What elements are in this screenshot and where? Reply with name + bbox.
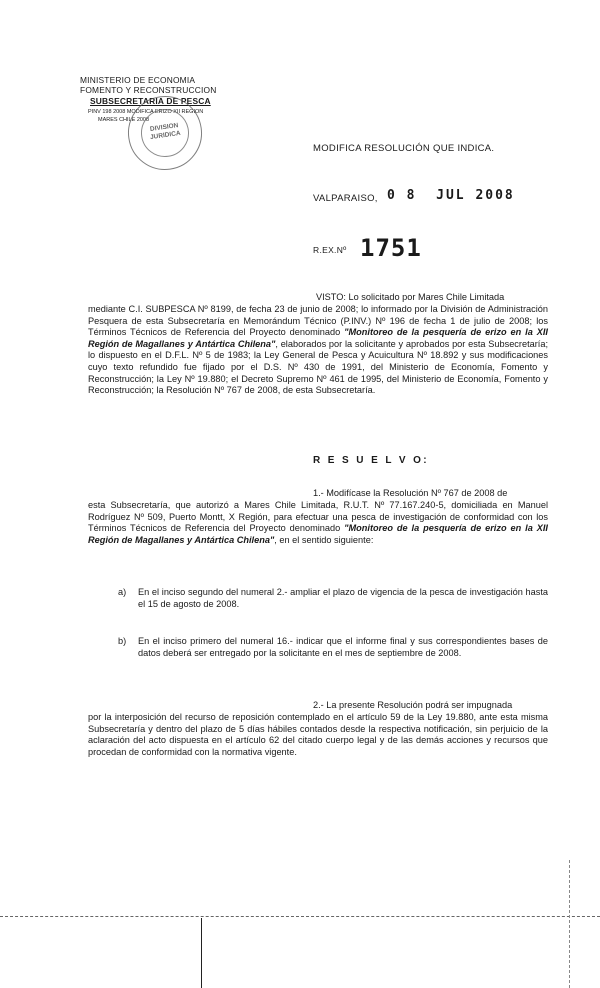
- scan-edge-line: [201, 918, 202, 988]
- resuelvo-heading: R E S U E L V O:: [313, 455, 430, 466]
- sub-item-b-text: En el inciso primero del numeral 16.- indicar que el informe final y sus correspondientes bases de datos deberá ser entregado por la solicitante en el mes de septiembre de 2008.: [138, 636, 548, 658]
- stamp-text-line2: JURIDICA: [149, 129, 182, 142]
- rex-number: 1751: [360, 234, 422, 262]
- sub-item-a-text: En el inciso segundo del numeral 2.- ampliar el plazo de vigencia de la pesca de investigación hasta el 15 de agosto de 2008.: [138, 587, 548, 609]
- date-stamp: 0 8 JUL 2008: [387, 188, 515, 203]
- stamp-text-line1: DIVISION: [149, 122, 179, 134]
- item1-first-line: 1.- Modifícase la Resolución Nº 767 de 2008 de: [313, 488, 508, 498]
- item2-first-line: 2.- La presente Resolución podrá ser impugnada: [313, 700, 513, 710]
- stamp-inner-ring: [138, 106, 192, 160]
- ministry-name-line2: FOMENTO Y RECONSTRUCCION: [80, 85, 217, 95]
- item1-text: esta Subsecretaría, que autorizó a Mares Chile Limitada, R.U.T. Nº 77.167.240-5, domiciliada en Manuel Rodríguez Nº 509, Puerto Montt, X Región, para efectuar una pesca de investigación de conformidad con los Términos Técnicos de Referencia del Proyecto denominado: [88, 500, 548, 534]
- rex-label: R.EX.Nº: [313, 245, 347, 255]
- item1-paragraph: [88, 500, 548, 546]
- item2-paragraph: por la interposición del recurso de reposición contemplado en el artículo 59 de la Ley 19.880, ante esta misma Subsecretaría y dentro del plazo de 5 días hábiles contados desde la respectiva notificación, sin perjuicio de la aclaración del acto dispuesta en el artículo 62 del citado cuerpo legal y de las demás acciones y recursos que procedan de conformidad con la normativa vigente.: [88, 712, 548, 757]
- item1-project-name: "Monitoreo de la pesquería de erizo en la XII Región de Magallanes y Antártica Chilena": [88, 523, 548, 545]
- visto-text-a: mediante C.I. SUBPESCA Nº 8199, de fecha 23 de junio de 2008; lo informado por la División de Administración Pesquera de esta Subsecretaría en Memorándum Técnico (P.INV.) Nº 196 de fecha 1 de julio de 2008; los Términos Técnicos de Referencia del Proyecto denominado: [88, 304, 548, 338]
- visto-paragraph: [88, 304, 548, 397]
- sub-item-b-letter: b): [118, 636, 127, 646]
- visto-text-b: , elaborados por la solicitante y aprobados por esta Subsecretaría; lo dispuesto en el D.F.L. Nº 5 de 1983; la Ley General de Pesca y Acuicultura Nº 18.892 y sus modificaciones cuyo texto refundido fue fijado por el D.S. Nº 430 de 1991, del Ministerio de Economía, Fomento y Reconstrucción; la Ley Nº 19.880; el Decreto Supremo Nº 461 de 1995, del Ministerio de Economía, Fomento y Reconstrucción; la Resolución Nº 767 de 2008, de esta Subsecretaría.: [88, 338, 549, 396]
- reference-code: PINV 198 2008 MODIFICA ERIZO XII REGION: [88, 109, 204, 115]
- ministry-name: MINISTERIO DE ECONOMIA: [80, 75, 196, 85]
- place-label: VALPARAISO,: [313, 193, 378, 204]
- reference-company: MARES CHILE 2008: [98, 117, 150, 123]
- visto-first-line: VISTO: Lo solicitado por Mares Chile Limitada: [316, 292, 505, 302]
- visto-project-name: "Monitoreo de la pesquería de erizo en la XII Región de Magallanes y Antártica Chilena": [88, 327, 548, 349]
- scan-margin-line: [569, 860, 570, 988]
- sub-item-a-letter: a): [118, 587, 127, 597]
- item1-end: , en el sentido siguiente:: [274, 534, 374, 545]
- fold-line: [0, 916, 600, 917]
- document-title: MODIFICA RESOLUCIÓN QUE INDICA.: [313, 143, 495, 154]
- subsecretaria-name: SUBSECRETARIA DE PESCA: [90, 96, 211, 106]
